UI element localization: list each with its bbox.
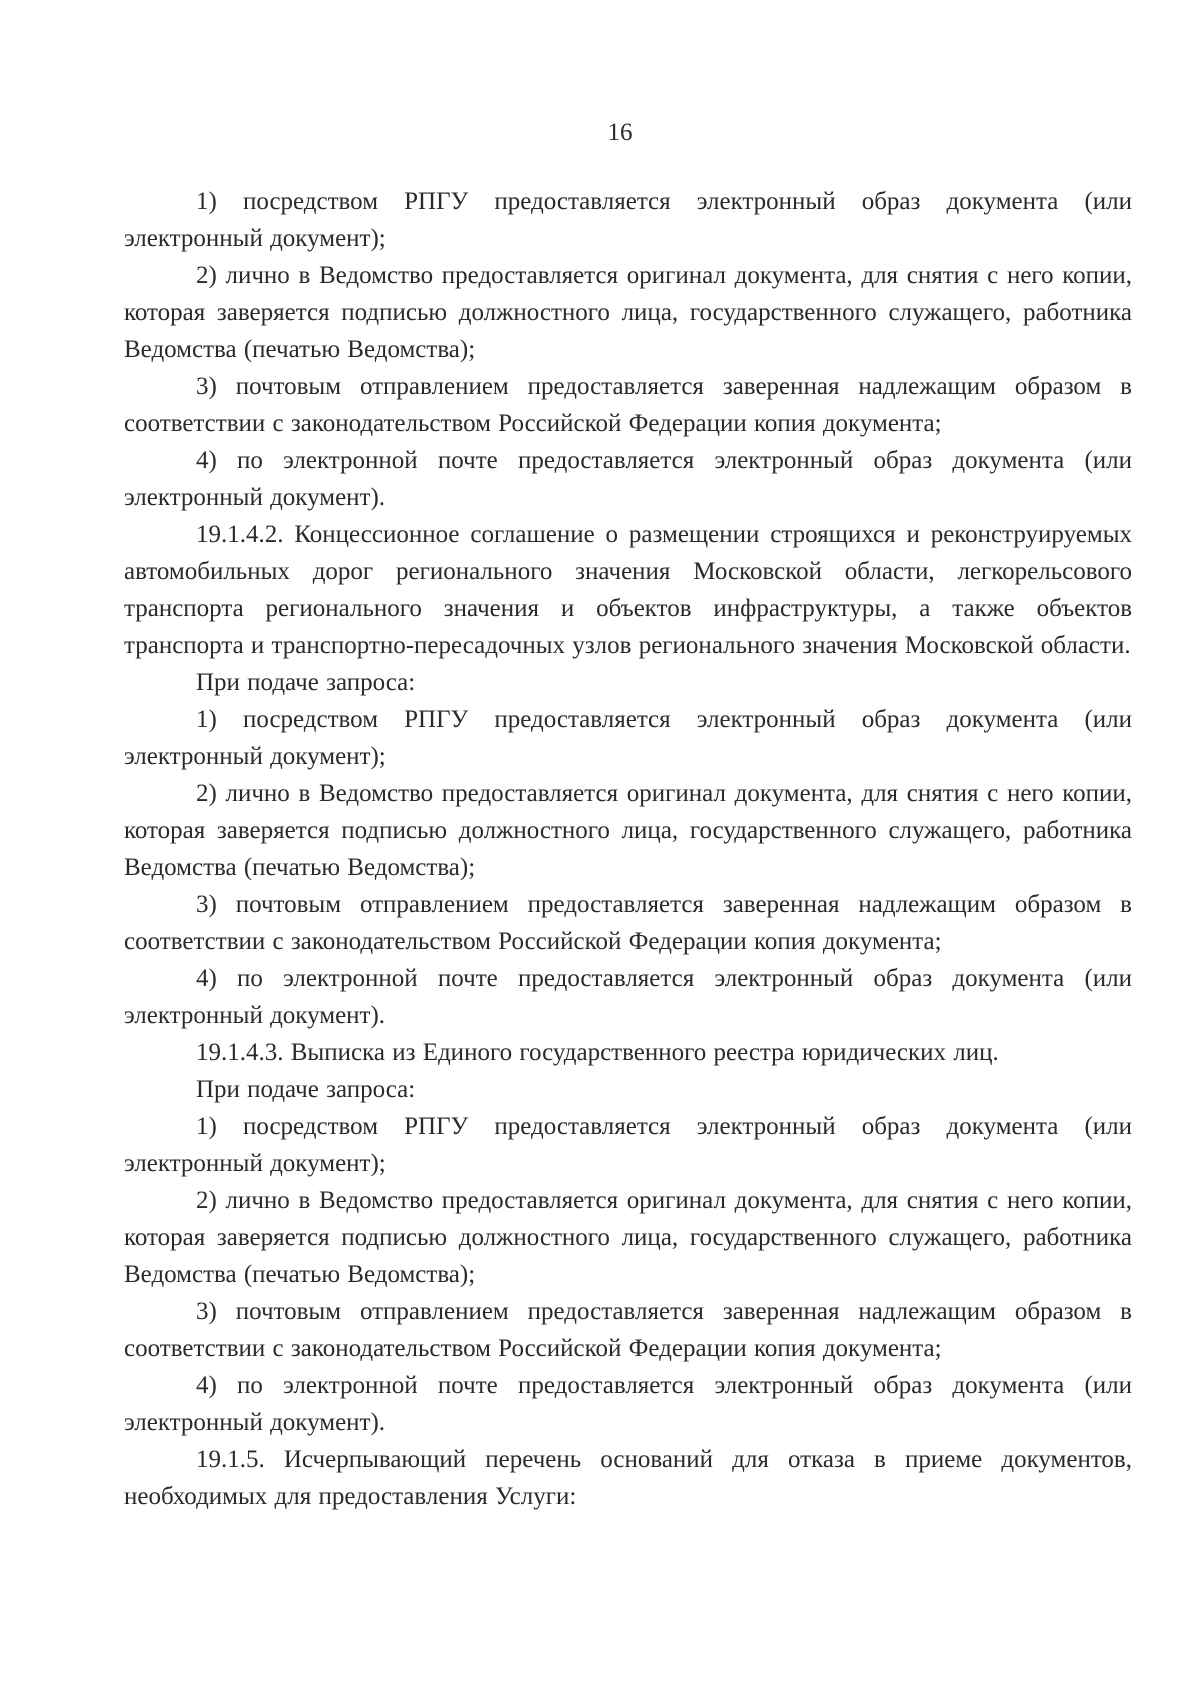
paragraph: 2) лично в Ведомство предоставляется оригинал документа, для снятия с него копии, которая заверяется подписью должностного лица, государственного служащего, работника Ведомства (печатью Ведомства); bbox=[124, 1187, 1132, 1288]
paragraph: 1) посредством РПГУ предоставляется электронный образ документа (или электронный документ); bbox=[124, 1113, 1132, 1177]
paragraph: 2) лично в Ведомство предоставляется оригинал документа, для снятия с него копии, которая заверяется подписью должностного лица, государственного служащего, работника Ведомства (печатью Ведомства); bbox=[124, 780, 1132, 881]
paragraph: 3) почтовым отправлением предоставляется заверенная надлежащим образом в соответствии с законодательством Российской Федерации копия документа; bbox=[124, 1298, 1132, 1362]
section-heading-19-1-5: 19.1.5. Исчерпывающий перечень оснований для отказа в приеме документов, необходимых для предоставления Услуги: bbox=[124, 1446, 1132, 1510]
paragraph: 2) лично в Ведомство предоставляется оригинал документа, для снятия с него копии, которая заверяется подписью должностного лица, государственного служащего, работника Ведомства (печатью Ведомства); bbox=[124, 262, 1132, 363]
paragraph: 3) почтовым отправлением предоставляется заверенная надлежащим образом в соответствии с законодательством Российской Федерации копия документа; bbox=[124, 891, 1132, 955]
page-number: 16 bbox=[607, 119, 633, 146]
paragraph: 4) по электронной почте предоставляется электронный образ документа (или электронный документ). bbox=[124, 447, 1132, 511]
paragraph: При подаче запроса: bbox=[196, 1076, 416, 1103]
document-body bbox=[124, 183, 1132, 1515]
section-heading-19-1-4-2: 19.1.4.2. Концессионное соглашение о размещении строящихся и реконструируемых автомобильных дорог регионального значения Московской области, легкорельсового транспорта регионального значения и объектов инфраструктуры, а также объектов транспорта и транспортно-пересадочных узлов регионального значения Московской области. bbox=[124, 521, 1132, 659]
paragraph: 4) по электронной почте предоставляется электронный образ документа (или электронный документ). bbox=[124, 1372, 1132, 1436]
paragraph: 3) почтовым отправлением предоставляется заверенная надлежащим образом в соответствии с законодательством Российской Федерации копия документа; bbox=[124, 373, 1132, 437]
paragraph: 1) посредством РПГУ предоставляется электронный образ документа (или электронный документ); bbox=[124, 188, 1132, 252]
paragraph: 4) по электронной почте предоставляется электронный образ документа (или электронный документ). bbox=[124, 965, 1132, 1029]
paragraph: 1) посредством РПГУ предоставляется электронный образ документа (или электронный документ); bbox=[124, 706, 1132, 770]
section-heading-19-1-4-3: 19.1.4.3. Выписка из Единого государственного реестра юридических лиц. bbox=[196, 1039, 999, 1066]
paragraph: При подаче запроса: bbox=[196, 669, 416, 696]
